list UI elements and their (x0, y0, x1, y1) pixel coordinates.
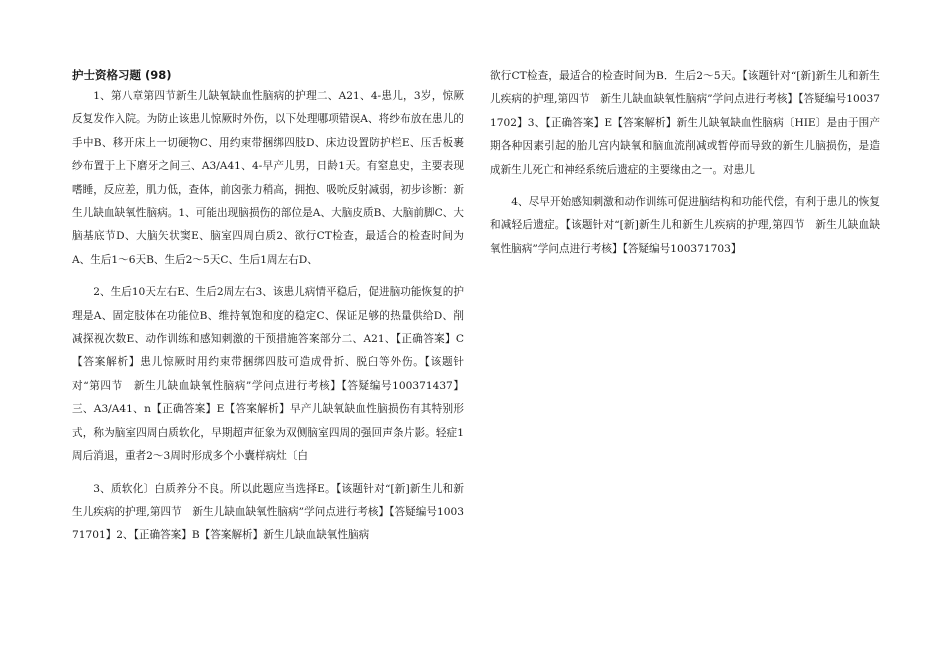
paragraph-4: 4、尽早开始感知刺激和动作训练可促进脑结构和功能代偿，有利于患儿的恢复和减轻后遗症。【该题针对“[新]新生儿和新生儿疾病的护理,第四节 新生儿缺血缺氧性脑病”学问点进行考核】【答疑编号100371703】 (490, 196, 880, 255)
left-column (72, 65, 464, 557)
paragraph-3: 3、质软化〕白质养分不良。所以此题应当选择E。【该题针对“[新]新生儿和新生儿疾病的护理,第四节 新生儿缺血缺氧性脑病”学问点进行考核】【答疑编号100371701】2、【正确答案】B【答案解析】新生儿缺血缺氧性脑病 (72, 482, 464, 542)
paragraph-1: 1、第八章第四节新生儿缺氧缺血性脑病的护理二、A21、4-患儿，3岁，惊厥反复发作入院。为防止该患儿惊厥时外伤，以下处理哪项错误A、将纱布放在患儿的手中B、移开床上一切硬物C、用约束带捆绑四肢D、床边设置防护栏E、压舌板裹纱布置于上下磨牙之间三、A3/A41、4-早产儿男，日龄1天。有窒息史，主要表现嗜睡，反应差，肌力低，查体，前囟张力稍高，拥抱、吸吮反射减弱，初步诊断：新生儿缺血缺氧性脑病。1、可能出现脑损伤的部位是A、大脑皮质B、大脑前脚C、大脑基底节D、大脑矢状窦E、脑室四周白质2、欲行CT检查，最适合的检查时间为A、生后1～6天B、生后2～5天C、生后1周左右D、 (72, 90, 464, 266)
right-column (490, 65, 880, 270)
paragraph-2: 2、生后10天左右E、生后2周左右3、该患儿病情平稳后，促进脑功能恢复的护理是A、固定肢体在功能位B、维持氧饱和度的稳定C、保证足够的热量供给D、削减探视次数E、动作训练和感知刺激的干预措施答案部分二、A21、【正确答案】C【答案解析】患儿惊厥时用约束带捆绑四肢可造成骨折、脱臼等外伤。【该题针对“第四节 新生儿缺血缺氧性脑病”学问点进行考核】【答疑编号100371437】三、A3/A41、n【正确答案】E【答案解析】早产儿缺氧缺血性脑损伤有其特别形式，称为脑室四周白质软化，早期超声征象为双侧脑室四周的强回声条片影。轻症1周后消退，重者2～3周时形成多个小囊样病灶〔白 (72, 286, 464, 463)
paragraph-3-continued: 欲行CT检查，最适合的检查时间为B．生后2～5天。【该题针对“[新]新生儿和新生儿疾病的护理,第四节 新生儿缺血缺氧性脑病”学问点进行考核】【答疑编号100371702】3、【正确答案】E【答案解析】新生儿缺氧缺血性脑病〔HIE〕是由于围产期各种因素引起的胎儿宫内缺氧和脑血流削减或暂停而导致的新生儿脑损伤，是造成新生儿死亡和神经系统后遗症的主要缘由之一。对患儿 (490, 70, 880, 176)
document-title: 护士资格习题 (98) (72, 68, 172, 82)
